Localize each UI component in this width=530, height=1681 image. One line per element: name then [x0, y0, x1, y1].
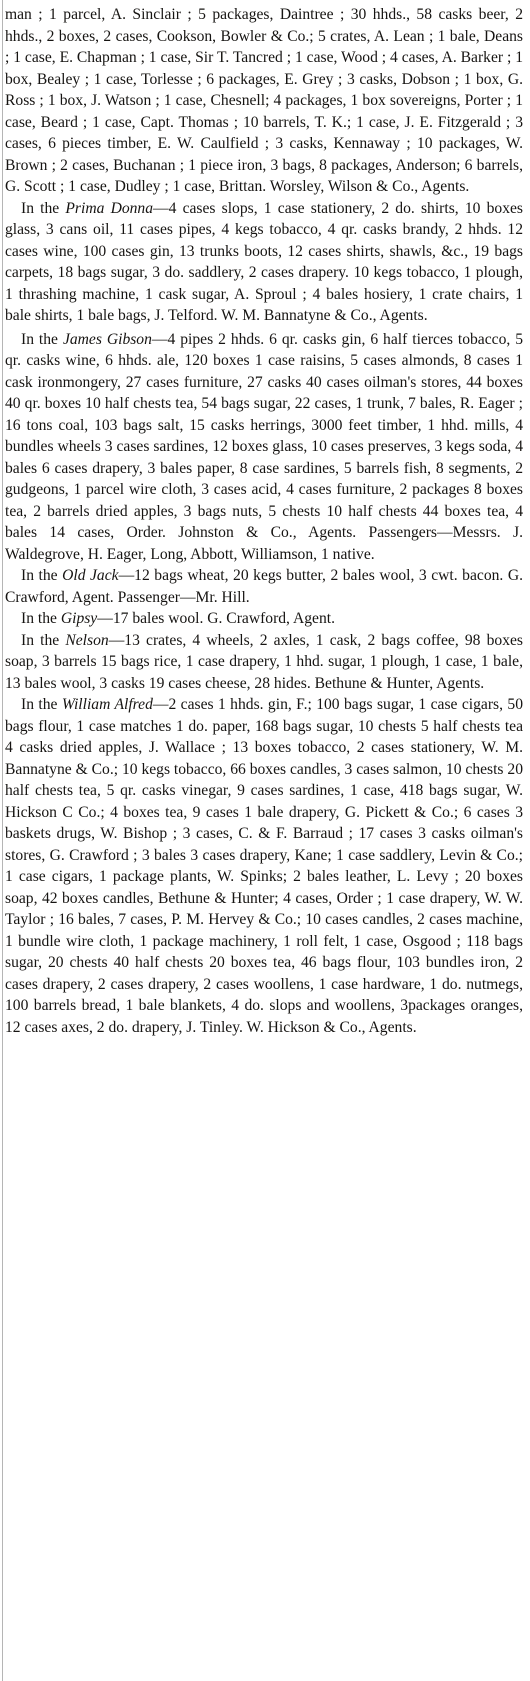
- paragraph-lead: In the: [21, 330, 63, 348]
- ship-name: Nelson: [65, 631, 109, 649]
- paragraph-text: —12 bags wheat, 20 kegs butter, 2 bales wool, 3 cwt. bacon. G. Crawford, Agent. Passenger—Mr. Hill.: [5, 567, 523, 606]
- ship-name: Prima Donna: [65, 199, 154, 217]
- paragraph-lead: In the: [21, 199, 66, 217]
- paragraph-lead: In the: [21, 567, 63, 584]
- paragraph-lead: In the: [21, 696, 62, 713]
- paragraph-nelson: [5, 630, 523, 695]
- ship-name: William Alfred: [61, 696, 153, 713]
- paragraph-prima-donna: [5, 198, 523, 327]
- paragraph-gipsy: [5, 608, 523, 630]
- ship-name: James Gibson: [62, 330, 152, 348]
- paragraph-lead: In the: [21, 631, 66, 649]
- paragraph-text: man ; 1 parcel, A. Sinclair ; 5 packages, Daintree ; 30 hhds., 58 casks beer, 2 hhds., 2 boxes, 2 cases, Cookson, Bowler & Co.; 5 crates, A. Lean ; 1 bale, Deans ; 1 case, E. Chapman ; 1 case, Sir T. Tancred ; 1 case, Wood ; 4 cases, A. Barker ; 1 box, Bealey ; 1 case, Torlesse ; 6 packages, E. Grey ; 3 casks, Dobson ; 1 box, G. Ross ; 1 box, J. Watson ; 1 case, Chesnell; 4 packages, 1 box sovereigns, Porter ; 1 case, Beard ; 1 case, Capt. Thomas ; 10 barrels, T. K.; 1 case, J. E. Fitzgerald ; 3 cases, 6 pieces timber, E. W. Caulfield ; 3 casks, Kennaway ; 10 packages, W. Brown ; 2 cases, Buchanan ; 1 piece iron, 3 bags, 8 packages, Anderson; 6 barrels, G. Scott ; 1 case, Dudley ; 1 case, Brittan. Worsley, Wilson & Co., Agents.: [5, 6, 523, 195]
- paragraph-text: —4 cases slops, 1 case stationery, 2 do. shirts, 10 boxes glass, 3 cans oil, 11 cases pipes, 4 kegs tobacco, 4 qr. casks brandy, 2 hhds. 12 cases wine, 100 cases gin, 13 trunks boots, 12 cases shirts, shawls, &c., 19 bags carpets, 18 bags sugar, 3 do. saddlery, 2 cases drapery. 10 kegs tobacco, 1 plough, 1 thrashing machine, 1 cask sugar, A. Sproul ; 4 bales hosiery, 1 crate chairs, 1 bale shirts, 1 bale bags, J. Telford. W. M. Bannatyne & Co., Agents.: [5, 199, 523, 324]
- paragraph-lead: In the: [21, 610, 61, 627]
- ship-name: Old Jack: [62, 567, 119, 584]
- ship-name: Gipsy: [60, 610, 98, 627]
- paragraph-james-gibson: [5, 329, 523, 566]
- column-rule: [2, 0, 3, 1681]
- paragraph-text: —4 pipes 2 hhds. 6 qr. casks gin, 6 half tierces tobacco, 5 qr. casks wine, 6 hhds. ale, 120 boxes 1 case raisins, 5 cases almonds, 8 cases 1 cask ironmongery, 27 cases furniture, 27 casks 40 cases oilman's stores, 44 boxes 40 qr. boxes 10 half chests tea, 54 bags sugar, 22 cases, 1 trunk, 7 bales, R. Eager ; 16 tons coal, 103 bags salt, 15 casks herrings, 3000 feet timber, 1 hhd. mills, 4 bundles wheels 3 cases sardines, 12 boxes glass, 10 cases preserves, 3 kegs soda, 4 bales 6 cases drapery, 3 bales paper, 8 case sardines, 5 barrels fish, 8 segments, 2 gudgeons, 1 parcel wire cloth, 3 cases acid, 4 cases furniture, 2 packages 8 boxes tea, 2 barrels dried apples, 3 bags nuts, 5 chests 10 half chests 44 boxes tea, 4 bales 14 cases, Order. Johnston & Co., Agents. Passengers—Messrs. J. Waldegrove, H. Eager, Long, Abbott, Williamson, 1 native.: [5, 330, 523, 563]
- paragraph-old-jack: [5, 565, 523, 608]
- paragraph-text: —17 bales wool. G. Crawford, Agent.: [97, 610, 336, 627]
- newspaper-column: [5, 4, 523, 1677]
- paragraph-text: —2 cases 1 hhds. gin, F.; 100 bags sugar, 1 case cigars, 50 bags flour, 1 case matches 1 do. paper, 168 bags sugar, 10 chests 5 half chests tea 4 casks dried apples, J. Wallace ; 13 boxes tobacco, 2 cases stationery, W. M. Bannatyne & Co.; 10 kegs tobacco, 66 boxes candles, 3 cases salmon, 10 chests 20 half chests tea, 5 qr. casks vinegar, 9 cases sardines, 1 case, 418 bags sugar, W. Hickson C Co.; 4 boxes tea, 9 cases 1 bale drapery, G. Pickett & Co.; 6 cases 3 baskets drugs, W. Bishop ; 3 cases, C. & F. Barraud ; 17 cases 3 casks oilman's stores, G. Crawford ; 3 bales 3 cases drapery, Kane; 1 case saddlery, Levin & Co.; 1 case cigars, 1 package plants, W. Spinks; 2 bales leather, L. Levy ; 20 boxes soap, 42 boxes candles, Bethune & Hunter; 4 cases, Order ; 1 case drapery, W. W. Taylor ; 16 bales, 7 cases, P. M. Hervey & Co.; 10 cases candles, 2 cases machine, 1 bundle wire cloth, 1 package machinery, 1 roll felt, 1 case, Osgood ; 118 bags sugar, 20 chests 40 half chests 20 boxes tea, 46 bags flour, 103 bundles iron, 2 cases drapery, 2 cases drapery, 2 cases woollens, 1 case hardware, 1 do. nutmegs, 100 barrels bread, 1 bale blankets, 4 do. slops and woollens, 3packages oranges, 12 cases axes, 2 do. drapery, J. Tinley. W. Hickson & Co., Agents.: [5, 696, 523, 1036]
- paragraph-cargo-list-continued: [5, 4, 523, 198]
- paragraph-text: —13 crates, 4 wheels, 2 axles, 1 cask, 2 bags coffee, 98 boxes soap, 3 barrels 15 bags rice, 1 case drapery, 1 hhd. sugar, 1 plough, 1 case, 1 bale, 13 bales wool, 3 casks 19 cases cheese, 28 hides. Bethune & Hunter, Agents.: [5, 631, 523, 692]
- paragraph-william-alfred: [5, 694, 523, 1038]
